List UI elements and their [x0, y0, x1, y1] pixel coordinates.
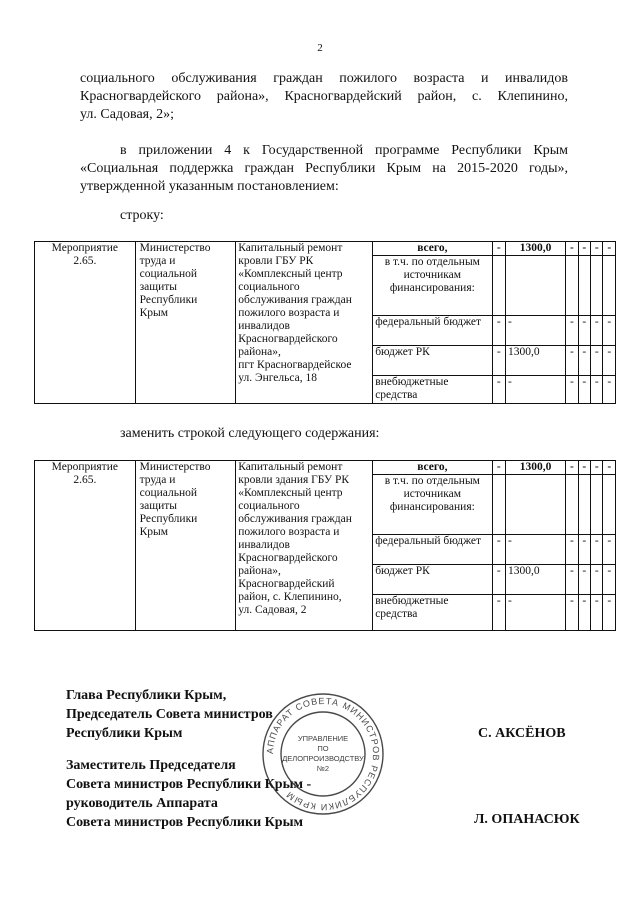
- measure-cell: Мероприятие 2.65.: [35, 242, 136, 404]
- source-offbudget: внебюджетные средства: [373, 595, 492, 631]
- intro-line-1: социального обслуживания граждан пожилого возраста и инвалидов: [80, 71, 568, 86]
- source-total: всего,: [373, 461, 492, 475]
- source-breakdown: в т.ч. по отдельным источникам финансирования:: [373, 475, 492, 535]
- source-regional: бюджет РК: [373, 565, 492, 595]
- source-total: всего,: [373, 242, 492, 256]
- svg-text:УПРАВЛЕНИЕ: УПРАВЛЕНИЕ: [297, 734, 349, 743]
- source-federal: федеральный бюджет: [373, 316, 492, 346]
- official-stamp: [258, 690, 388, 818]
- signature-name-1: С. АКСЁНОВ: [478, 726, 566, 741]
- page-number: 2: [317, 42, 323, 54]
- description-cell: Капитальный ремонт кровли здания ГБУ РК «Комплексный центр социального обслуживания граждан пожилого возраста и инвалидов Красногвардейского района», Красногвардейский район, с. Клепинино, ул. Садовая, 2: [236, 461, 373, 631]
- source-breakdown: в т.ч. по отдельным источникам финансирования:: [373, 256, 492, 316]
- svg-text:ПО: ПО: [317, 744, 329, 753]
- intro-line-3: ул. Садовая, 2»;: [80, 107, 175, 122]
- source-federal: федеральный бюджет: [373, 535, 492, 565]
- appendix-paragraph: в приложении 4 к Государственной программе Республики Крым «Социальная поддержка граждан Республики Крым на 2015-2020 годы», утвержденной указанным постановлением:: [80, 143, 568, 194]
- intro-line-2: Красногвардейского района», Красногвардейский район, с. Клепинино,: [80, 89, 568, 104]
- description-cell: Капитальный ремонт кровли ГБУ РК «Комплексный центр социального обслуживания граждан пожилого возраста и инвалидов Красногвардейского района», пгт Красногвардейское ул. Энгельса, 18: [236, 242, 373, 404]
- svg-text:ДЕЛОПРОИЗВОДСТВУ: ДЕЛОПРОИЗВОДСТВУ: [282, 754, 364, 763]
- table-old-row: Мероприятие 2.65. Министерство труда и социальной защиты Республики Крым Капитальный ремонт кровли ГБУ РК «Комплексный центр социального обслуживания граждан пожилого возраста и инвалидов Красногвардейского района», пгт Красногвардейское ул. Энгельса, 18 всего, - 1300,0 - - - - в т.ч. по отдельным источникам финансирования: федеральный бюджет - - - - - - бюджет РК - 1300,0 - - - - внебюджетные средства - - - - - -: [34, 241, 616, 404]
- source-offbudget: внебюджетные средства: [373, 376, 492, 404]
- signature-title-2: Заместитель Председателя Совета министров Республики Крым - руководитель Аппарата Совета министров Республики Крым: [66, 758, 312, 830]
- measure-cell: Мероприятие 2.65.: [35, 461, 136, 631]
- intro-paragraph: [80, 70, 568, 124]
- table-new-row: Мероприятие 2.65. Министерство труда и социальной защиты Республики Крым Капитальный ремонт кровли здания ГБУ РК «Комплексный центр социального обслуживания граждан пожилого возраста и инвалидов Красногвардейского района», Красногвардейский район, с. Клепинино, ул. Садовая, 2 всего, - 1300,0 - - - - в т.ч. по отдельным источникам финансирования: федеральный бюджет - - - - - - бюджет РК - 1300,0 - - - - внебюджетные средства - - - - - -: [34, 460, 616, 631]
- signature-name-2: Л. ОПАНАСЮК: [474, 812, 580, 827]
- stamp-ring-text: АППАРАТ СОВЕТА МИНИСТРОВ РЕСПУБЛИКИ КРЫМ: [264, 695, 382, 813]
- label-row: строку:: [120, 208, 164, 223]
- label-replace: заменить строкой следующего содержания:: [120, 426, 380, 441]
- executor-cell: Министерство труда и социальной защиты Республики Крым: [135, 242, 236, 404]
- svg-text:№2: №2: [316, 764, 330, 773]
- source-regional: бюджет РК: [373, 346, 492, 376]
- signature-title-1: Глава Республики Крым, Председатель Совета министров Республики Крым: [66, 688, 273, 741]
- executor-cell: Министерство труда и социальной защиты Республики Крым: [135, 461, 236, 631]
